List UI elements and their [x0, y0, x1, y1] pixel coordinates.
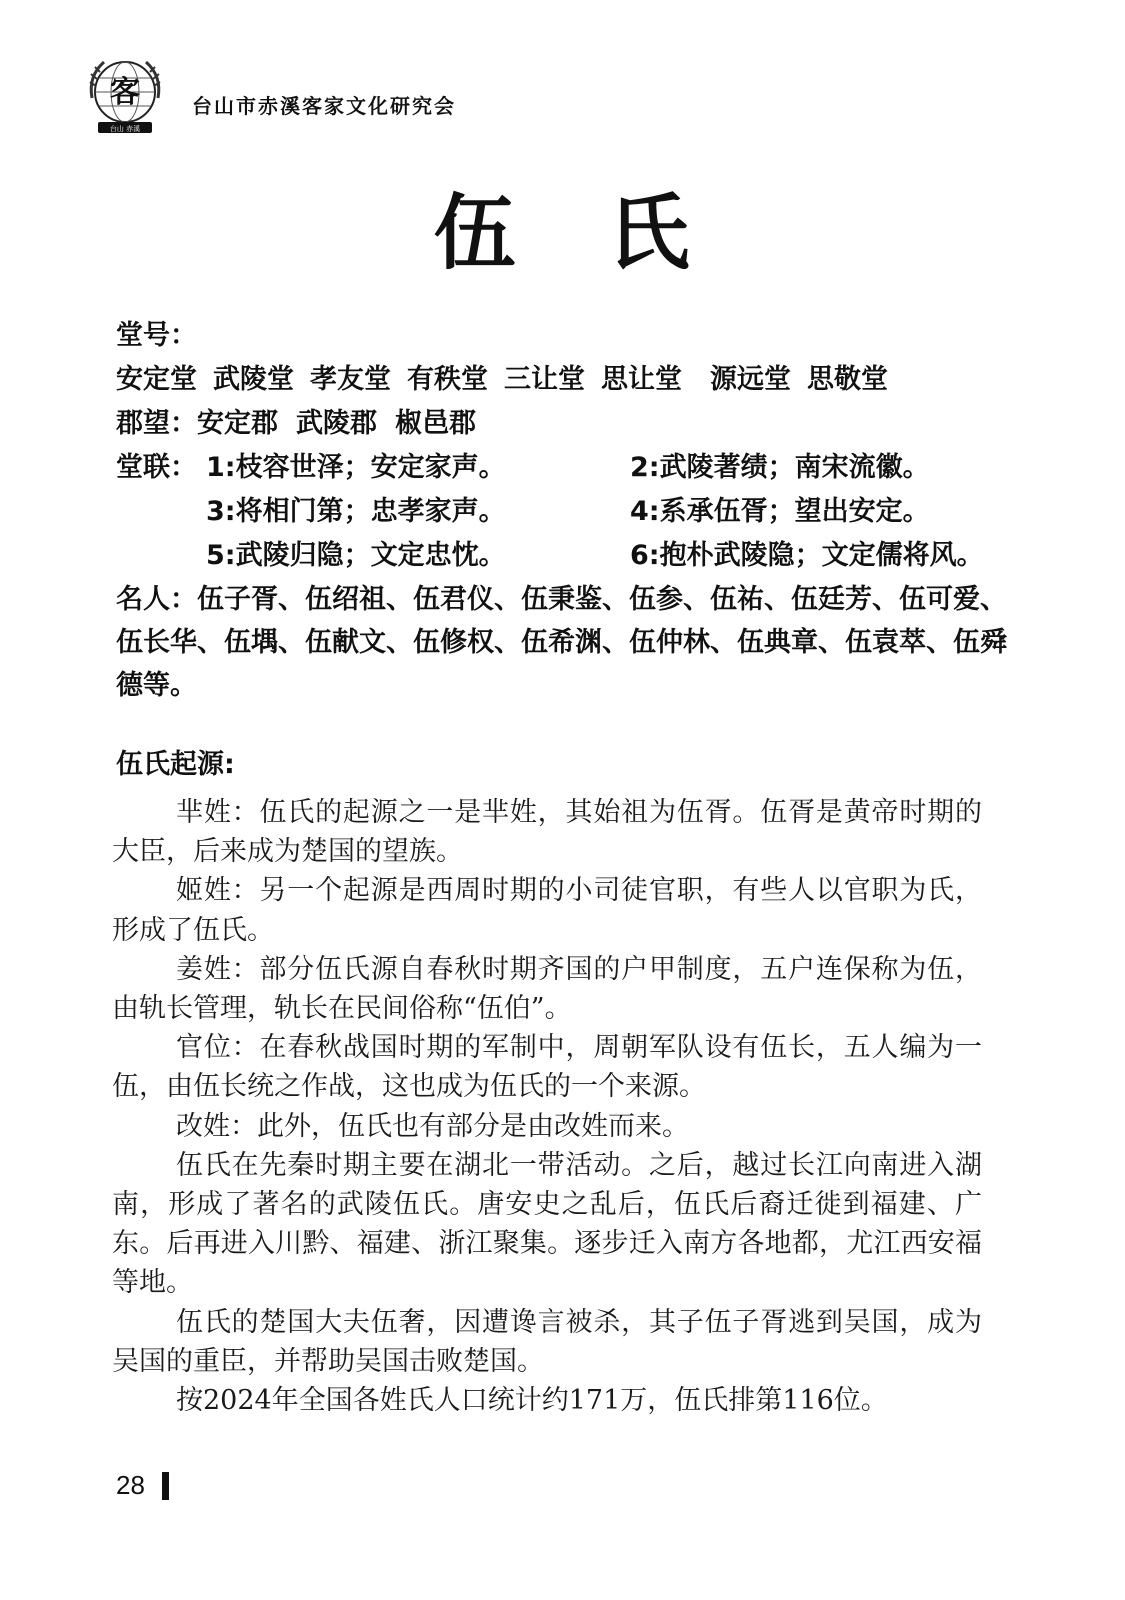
origin-paragraph: 姬姓：另一个起源是西周时期的小司徒官职，有些人以官职为氏，形成了伍氏。: [112, 875, 982, 946]
junwang-item: 椒邑郡: [395, 408, 476, 439]
tanghao-item: 思让堂: [601, 364, 682, 395]
tanglian-item: 3:将相门第；忠孝家声。: [206, 496, 506, 527]
page-number: 28: [116, 1470, 145, 1500]
page-header: [82, 52, 682, 142]
tanglian-block: [116, 446, 1076, 578]
junwang-label: 郡望：: [116, 408, 197, 439]
title-char-2: 氏: [607, 185, 692, 281]
origin-paragraph: 伍氏在先秦时期主要在湖北一带活动。之后，越过长江向南进入湖南，形成了著名的武陵伍氏。唐安史之乱后，伍氏后裔迁徙到福建、广东。后再进入川黔、福建、浙江聚集。逐步迁入南方各地都，尤江西安福等地。: [112, 1149, 982, 1299]
tanghao-item: 源远堂: [710, 364, 791, 395]
tanglian-item: 5:武陵归隐；文定忠忱。: [206, 540, 506, 571]
origin-heading: 伍氏起源:: [116, 749, 235, 780]
clan-info: [116, 314, 1076, 707]
origin-paragraph: 改姓：此外，伍氏也有部分是由改姓而来。: [176, 1110, 689, 1142]
tanglian-item: 6:抱朴武陵隐；文定儒将风。: [630, 540, 984, 571]
junwang-row: [116, 402, 1076, 446]
origin-paragraph: 官位：在春秋战国时期的军制中，周朝军队设有伍长，五人编为一伍，由伍长统之作战，这也成为伍氏的一个来源。: [112, 1032, 982, 1103]
mingren-text: 伍子胥、伍绍祖、伍君仪、伍秉鉴、伍参、伍祐、伍廷芳、伍可爱、伍长华、伍堣、伍献文、伍修权、伍希渊、伍仲林、伍典章、伍袁萃、伍舜德等。: [116, 584, 1007, 701]
tanghao-item: 武陵堂: [213, 364, 294, 395]
junwang-item: 安定郡: [197, 408, 278, 439]
origin-paragraph: 按2024年全国各姓氏人口统计约171万，伍氏排第116位。: [176, 1385, 888, 1417]
tanghao-list: [116, 358, 1076, 402]
origin-body: [112, 793, 982, 1420]
tanghao-item: 有秩堂: [407, 364, 488, 395]
mingren-label: 名人：: [116, 584, 197, 615]
tanglian-label: 堂联：: [116, 452, 197, 483]
tanghao-item: 三让堂: [504, 364, 585, 395]
page-number-bar: [162, 1472, 169, 1500]
logo-glyph: 客: [110, 75, 140, 110]
tanglian-item: 1:枝容世泽；安定家声。: [206, 452, 506, 483]
org-name: 台山市赤溪客家文化研究会: [192, 94, 456, 118]
tanglian-item: 2:武陵著绩；南宋流徽。: [630, 452, 930, 483]
tanghao-item: 安定堂: [116, 364, 197, 395]
logo-caption: 台山 赤溪: [109, 125, 141, 133]
tanglian-item: 4:系承伍胥；望出安定。: [630, 496, 930, 527]
society-logo: [82, 52, 168, 138]
tanghao-item: 思敬堂: [807, 364, 888, 395]
origin-paragraph: 芈姓：伍氏的起源之一是芈姓，其始祖为伍胥。伍胥是黄帝时期的大臣，后来成为楚国的望族。: [112, 797, 982, 868]
origin-paragraph: 姜姓：部分伍氏源自春秋时期齐国的户甲制度，五户连保称为伍，由轨长管理，轨长在民间俗称“伍伯”。: [112, 953, 982, 1025]
origin-paragraph: 伍氏的楚国大夫伍奢，因遭谗言被杀，其子伍子胥逃到吴国，成为吴国的重臣，并帮助吴国击败楚国。: [112, 1306, 982, 1377]
page-title: [0, 168, 1125, 285]
junwang-item: 武陵郡: [296, 408, 377, 439]
tanghao-label: 堂号：: [116, 320, 197, 351]
mingren-block: [116, 578, 1016, 707]
tanghao-item: 孝友堂: [310, 364, 391, 395]
title-char-1: 伍: [433, 185, 518, 281]
